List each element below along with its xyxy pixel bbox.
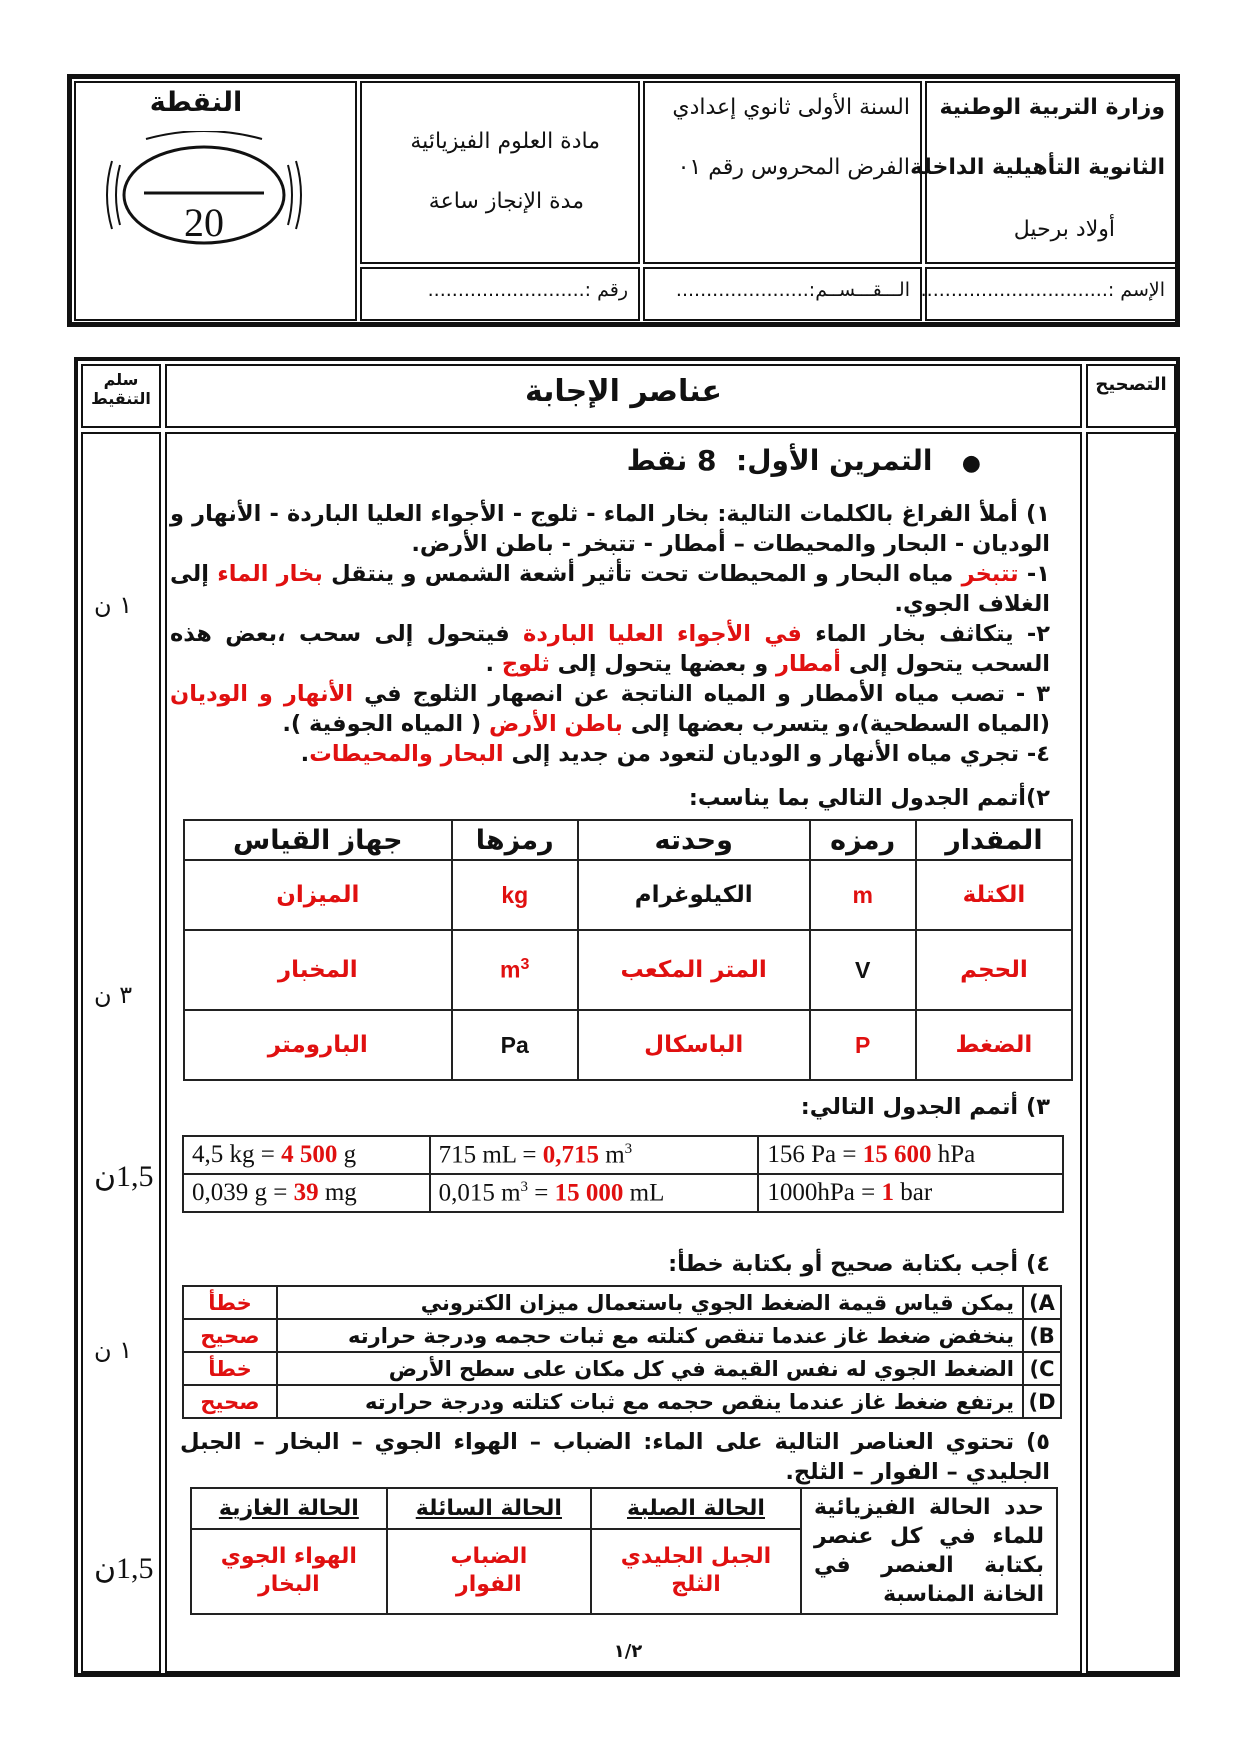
q5-header-gas: الحالة الغازية	[191, 1488, 387, 1529]
school-location: أولاد برحيل	[1013, 217, 1115, 242]
school-name: الثانوية التأهيلية الداخلة	[910, 155, 1165, 180]
school-level: السنة الأولى ثانوي إعدادي	[672, 95, 910, 120]
exercise-points: 8 نقط	[626, 444, 717, 477]
student-name-field[interactable]: الإسم :...............................	[925, 267, 1177, 321]
table-row: الكتلة m الكيلوغرام kg الميزان	[184, 860, 1072, 930]
page-number: ١/٢	[613, 1641, 643, 1662]
student-class-field[interactable]: الـــقـــســم:......................	[643, 267, 922, 321]
grade-label: النقطة	[149, 87, 243, 118]
subject-info	[360, 81, 640, 264]
answer-sheet	[74, 357, 1180, 1677]
scale-header: سلم التنقيط	[81, 364, 161, 428]
table-row: C) الضغط الجوي له نفس القيمة في كل مكان على سطح الأرض خطأ	[183, 1352, 1061, 1385]
table-row: الحجم V المتر المكعب $m^3$ المخبار	[184, 930, 1072, 1010]
scale-mark-q4: ١ ن	[94, 1336, 133, 1364]
q1-prompt: ١) أملأ الفراغ بالكلمات التالية: بخار الماء - ثلوج - الأجواء العليا الباردة - الأنهار و الوديان - البحار والمحيطات – أمطار - تتبخر - باطن الأرض.	[170, 501, 1050, 557]
table-row: D) يرتفع ضغط غاز عندما ينقص حجمه مع ثبات كتلته ودرجة حرارته صحيح	[183, 1385, 1061, 1418]
question-1	[170, 499, 1050, 769]
ministry-name: وزارة التربية الوطنية	[939, 95, 1165, 120]
school-info	[910, 81, 1177, 264]
q2-table	[183, 819, 1073, 1081]
exam-duration: مدة الإنجاز ساعة	[428, 189, 584, 214]
table-row: الضغط P الباسكال Pa البارومتر	[184, 1010, 1072, 1080]
student-number-field[interactable]: رقم :..........................	[360, 267, 640, 321]
scale-mark-q2: ٣ ن	[94, 981, 133, 1009]
exam-header	[67, 74, 1180, 327]
scale-mark-q1: ١ ن	[94, 591, 133, 619]
table-row: 156 Pa = 15 600 hPa 715 mL = 0,715 $m^3$ 4,5 kg = 4 500 g	[183, 1136, 1063, 1174]
q3-prompt: ٣) أتمم الجدول التالي:	[800, 1094, 1050, 1120]
q1-sentence-3: ٣ - تصب مياه الأمطار و المياه الناتجة عن انصهار الثلوج في الأنهار و الوديان (المياه السطحية)،و يتسرب بعضها إلى باطن الأرض ( المياه الجوفية ).	[170, 681, 1050, 737]
q1-sentence-4: ٤- تجري مياه الأنهار و الوديان لتعود من جديد إلى البحار والمحيطات.	[300, 741, 1050, 767]
q5-prompt: ٥) تحتوي العناصر التالية على الماء: الضباب – الهواء الجوي – البخار – الجبل الجليدي – الفوار – الثلج.	[180, 1429, 1050, 1485]
scale-mark-q5: 1,5ن	[94, 1552, 154, 1585]
q2-header: وحدته	[578, 820, 810, 860]
q5-header-solid: الحالة الصلبة	[591, 1488, 801, 1529]
exercise-title: ● التمرين الأول: 8 نقط	[626, 444, 981, 477]
correction-column	[1086, 432, 1176, 1673]
q1-sentence-2: ٢- يتكاثف بخار الماء في الأجواء العليا الباردة فيتحول إلى سحب ،بعض هذه السحب يتحول إلى أمطار و بعضها يتحول إلى ثلوج .	[170, 621, 1050, 677]
q5-table	[190, 1487, 1058, 1615]
table-row: 1000hPa = 1 bar 0,015 $m^3 = 15$ 000 mL 0,039 g = 39 mg	[183, 1174, 1063, 1212]
q5-solid-answers: الجبل الجليدي الثلج	[591, 1529, 801, 1614]
correction-header: التصحيح	[1086, 364, 1176, 428]
table-row: A) يمكن قياس قيمة الضغط الجوي باستعمال ميزان الكتروني خطأ	[183, 1286, 1061, 1319]
answers-header: عناصر الإجابة	[165, 364, 1082, 428]
q1-sentence-1: ١- تتبخر مياه البحار و المحيطات تحت تأثير أشعة الشمس و ينتقل بخار الماء إلى الغلاف الجوي.	[170, 561, 1050, 617]
q2-header: رمزها	[452, 820, 578, 860]
q2-prompt: ٢)أتمم الجدول التالي بما يناسب:	[688, 785, 1050, 811]
q2-header: جهاز القياس	[184, 820, 452, 860]
q2-header: رمزه	[810, 820, 916, 860]
q2-header: المقدار	[916, 820, 1072, 860]
q4-prompt: ٤) أجب بكتابة صحيح أو بكتابة خطأ:	[668, 1251, 1050, 1277]
grade-total: 20	[184, 200, 224, 245]
table-row: B) ينخفض ضغط غاز عندما تنقص كتلته مع ثبات حجمه ودرجة حرارته صحيح	[183, 1319, 1061, 1352]
scale-mark-q3: 1,5ن	[94, 1160, 154, 1193]
q3-table	[182, 1135, 1064, 1213]
q5-gas-answers: الهواء الجوي البخار	[191, 1529, 387, 1614]
exam-title: الفرض المحروس رقم ٠١	[677, 155, 910, 180]
exam-info	[643, 81, 922, 264]
subject-name: مادة العلوم الفيزيائية	[410, 129, 600, 154]
q5-liquid-answers: الضباب الفوار	[387, 1529, 591, 1614]
grade-box	[74, 81, 357, 321]
q4-table	[182, 1285, 1062, 1419]
q5-header-liquid: الحالة السائلة	[387, 1488, 591, 1529]
q5-instruction: حدد الحالة الفيزيائية للماء في كل عنصر بكتابة العنصر في الخانة المناسبة	[801, 1488, 1057, 1614]
